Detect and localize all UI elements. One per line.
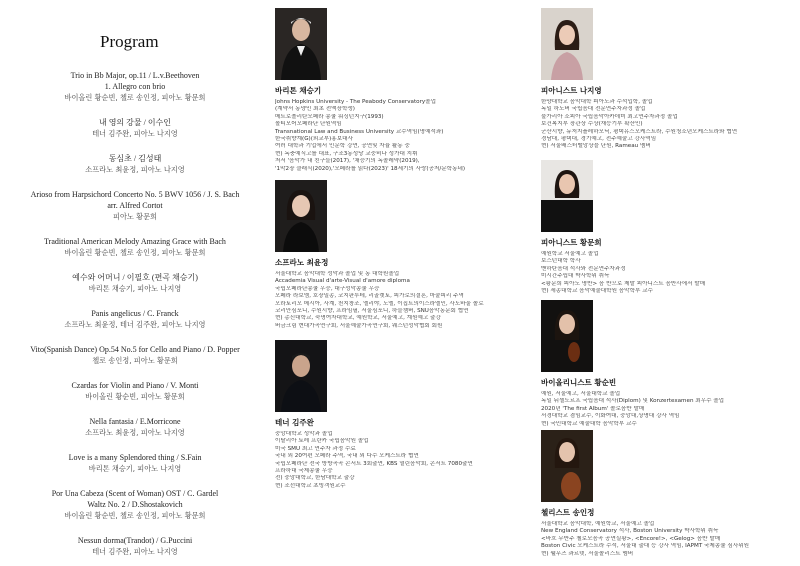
violinist-photo	[541, 300, 593, 372]
bio-name: 바리톤 채승기	[275, 86, 322, 95]
bio-line: 불가리아 소피아 국립음악아카데미 최고연주자과정 졸업	[541, 113, 678, 120]
bio-line: 현) 독충예식고를 대표, 구조3동성당 교중비나 성가대 지휘	[275, 150, 418, 157]
bio-line: 이탈리아 토레 프란카 국립음악원 졸업	[275, 438, 369, 445]
bio-name: 소프라노 최윤정	[275, 258, 329, 267]
piece-title: arr. Alfred Cortot	[107, 201, 163, 210]
program-item	[10, 416, 260, 438]
piece-title: 예수와 어머니 / 이필호 (편곡 채승기)	[72, 273, 198, 282]
piece-performers: 소프라노 최윤정, 피아노 나지영	[85, 428, 185, 437]
soprano-photo	[275, 180, 327, 252]
violinist-bio	[541, 377, 791, 428]
piece-title: 동심초 / 김성태	[108, 154, 162, 163]
bio-line: 여러 대학과 기업에서 인문학 강연, 공연및 자율 활동 중	[275, 143, 410, 150]
piece-title: Czardas for Violin and Piano / V. Monti	[71, 381, 199, 390]
program-item	[10, 272, 260, 294]
pianist2-photo	[541, 160, 593, 232]
bio-line: Boston Civic 오케스트라 수석, 서울대 출대 등 강사 역임, IAPMT 국제콩쿨 심사위원	[541, 543, 750, 550]
tenor-bio	[275, 417, 525, 490]
program-list	[10, 70, 260, 566]
bio-name: 첼리스트 송인정	[541, 508, 595, 517]
piece-performers: 소프라노 최윤정, 테너 김주완, 피아노 나지영	[64, 320, 206, 329]
piece-performers: 테너 김주완, 피아노 나지영	[92, 547, 178, 556]
bio-line: 메트로폴리탄오페라 콩쿨 워싱턴지구(1993)	[275, 113, 384, 120]
baritone-photo	[275, 8, 327, 80]
bio-line: Transnational Law and Business University 교수역임(명예석좌)	[275, 128, 444, 135]
program-item	[10, 488, 260, 521]
bio-line: Johns Hopkins University - The Peabody Conservatory졸업	[275, 99, 436, 105]
piece-title: Trio in Bb Major, op.11 / L.v.Beethoven	[70, 71, 200, 80]
pianist1-photo	[541, 8, 593, 80]
bio-line: 국내 외 20여편 오페라 주역, 국내 외 다수 오케스트라 협연	[275, 453, 419, 460]
bio-line: 프라하대 국제콩쿨 우승	[275, 468, 333, 475]
bio-line: 독일 뒤셀도르프 국립음대 석사(Diplom) 및 Konzertexamen 최우수 졸업	[541, 398, 725, 405]
bio-line: 보스턴대학 학사	[541, 258, 581, 265]
bio-line: (계약서 동양인 최초 전액장학생)	[275, 106, 355, 113]
program-item	[10, 452, 260, 474]
piece-performers: 테너 김주완, 피아노 나지영	[92, 129, 178, 138]
cellist-bio	[541, 507, 791, 558]
bio-line: 서울대학교 음악대학, 예원학교, 서울예고 졸업	[541, 521, 655, 527]
bio-line: <바흐 무반주 첼로모음곡 공연실황>, <Encore!>, <Gelog> 음반 발매	[541, 535, 721, 542]
bio-name: 피아니스트 나지영	[541, 86, 602, 95]
piece-title: Vito(Spanish Dance) Op.54 No.5 for Cello and Piano / D. Popper	[30, 345, 240, 354]
piece-title: Nessun dorma(Trandot) / G.Puccini	[77, 536, 193, 545]
piece-title: Panis angelicus / C. Franck	[91, 309, 179, 318]
bio-line: 볼티모어오페라단 단원역임	[275, 121, 342, 128]
bio-line: 한국취향계(G)(외교부)홍보대사	[275, 136, 353, 143]
program-item	[10, 535, 260, 557]
bio-line: 서울대학교 음악대학 성악과 졸업 및 동 대학원졸업	[275, 271, 400, 277]
pianist2-bio	[541, 237, 791, 295]
piece-title: 1. Allegro con brio	[104, 82, 166, 91]
bio-line: 오페라 라보엠, 호장밀종, 코지판투테, 리골렛토, 피가로의결혼, 마술피리 주역	[275, 293, 464, 300]
bio-line: <황문희 피아노 명반> 음 반으로 제발 피아니스트 음반사에서 발매	[541, 280, 706, 287]
soprano-bio	[275, 257, 525, 330]
bio-line: 버금크림 현대가곡연구회, 서울예술가곡연구회, 웨스턴성악협회 회원	[275, 322, 443, 329]
bio-line: 현) 조선대학교 초빙객원교수	[275, 482, 346, 489]
pianist1-bio	[541, 85, 791, 151]
bio-name: 피아니스트 황문희	[541, 238, 602, 247]
bio-line: 현) 서울배스터밸앙상블 단원, Rameau 멤버	[541, 143, 651, 150]
bio-line: 국립오페라단콩쿨 우승, 대구성악콩쿨 우승	[275, 285, 380, 292]
piece-performers: 피아노 황문희	[113, 212, 157, 221]
piece-performers: 바이올린 황순빈, 첼로 송인정, 피아노 황문희	[64, 93, 206, 102]
baritone-bio	[275, 85, 525, 173]
bio-line: 예원, 서울예고, 서울대학교 졸업	[541, 391, 621, 397]
bio-line: 현) 국민대학교 예술대학 음악학부 교수	[541, 420, 637, 427]
bio-line: 전) 중앙대학교, 한남대학교 출강	[275, 475, 355, 482]
piece-performers: 바이올린 황순빈, 첼로 송인정, 피아노 황문희	[64, 511, 206, 520]
bio-line: 오라토리오 메시아, 사계, 천지창조, 엘리야, 노엘, 이집트의이스라엘인, 사도바울 솔로	[275, 300, 484, 307]
bio-line: Accademia Visual d'arte-Visual d'amore diploma	[275, 278, 410, 285]
cellist-photo	[541, 430, 593, 502]
bio-line: 한양대학교 음악대학 피아노과 수석입학, 졸업	[541, 99, 653, 105]
bio-line: 맨하탄음대 석사와 전문연주자과정	[541, 265, 626, 272]
bio-line: 미시간주립대 박사학위 취득	[541, 273, 610, 280]
program-item	[10, 189, 260, 222]
bio-line: 국립오페라단 전국 방방곡곡 콘서트 3회출연, KBS 열린음악회, 콘서트 7080출연	[275, 460, 473, 467]
bio-name: 바이올리니스트 황순빈	[541, 378, 617, 387]
piece-title: Love is a many Splendored thing / S.Fain	[68, 453, 202, 462]
bio-line: 현) 총신대학교, 숙명여자대학교, 예원학교, 서울예고, 계원예고 출강	[275, 315, 441, 322]
bio-line: 저서 '음악가 내 친구들(2017), '채승기의 독졸레약(2019),	[275, 158, 420, 165]
piece-title: Nella fantasia / E.Morricone	[89, 417, 181, 426]
bio-line: 현) 웰무즈 콰르텟, 서울솔리스트 멤버	[541, 550, 634, 557]
bio-line: 중앙대학교 성악과 졸업	[275, 431, 333, 437]
piece-title: Arioso from Harpsichord Concerto No. 5 BWV 1056 / J. S. Bach	[30, 190, 240, 199]
program-item	[10, 236, 260, 258]
bio-name: 테너 김주완	[275, 418, 314, 427]
bio-line: 코리안심포니, 수원시향, 프라임필, 서울심포니, 하늘챔버, SNU음악동문회 협연	[275, 308, 469, 315]
piece-title: Por Una Cabeza (Scent of Woman) OST / C. Gardel	[51, 489, 219, 498]
bio-line: 미국 SMU 최고 연주자 과정 수료	[275, 445, 356, 452]
piece-performers: 바이올린 황순빈, 피아노 황문희	[85, 392, 185, 401]
bio-line: '1막2장 클래식(2020),'오페라를 읽다(2023)' 18세기의 사랑(공저/문학동네)	[275, 165, 466, 172]
bio-line: 현) 세종대학교 음악예술대학원 음악학부 교수	[541, 288, 653, 295]
piece-title: Waltz No. 2 / D.Shostakovich	[87, 500, 183, 509]
piece-title: Traditional American Melody Amazing Grace with Bach	[44, 237, 226, 246]
bio-line: 경남대, 평택대, 경기예고, 전주예술고 강사역임	[541, 136, 657, 143]
piece-performers: 바리톤 채승기, 피아노 나지영	[88, 284, 182, 293]
program-item	[10, 153, 260, 175]
program-item	[10, 380, 260, 402]
tenor-photo	[275, 340, 327, 412]
piece-performers: 바리톤 채승기, 피아노 나지영	[88, 464, 182, 473]
program-item	[10, 70, 260, 103]
piece-title: 내 영의 강물 / 이수인	[98, 118, 172, 127]
bio-line: 예원학교 서울예고 졸업	[541, 251, 599, 257]
program-item	[10, 117, 260, 139]
program-item	[10, 308, 260, 330]
program-title: Program	[100, 32, 159, 51]
bio-line: 독일 하노버 국립음대 전문연주자과정 졸업	[541, 106, 646, 113]
piece-performers: 소프라노 최윤정, 피아노 나지영	[85, 165, 185, 174]
bio-line: 군산시향, 뉴저지플레하모닉, 평택유스오케스트라, 수원청소년오케스트라와 협연	[541, 128, 738, 135]
piece-performers: 바이올린 황순빈, 첼로 송인정, 피아노 황문희	[64, 248, 206, 257]
bio-line: 2020년 'The first Album' 솔로음반 발매	[541, 405, 645, 412]
bio-line: 서경대학교 겸임교수, 이화여대, 중앙대,상명대 강사 역임	[541, 413, 680, 420]
piece-performers: 첼로 송인정, 피아노 황문희	[92, 356, 178, 365]
bio-line: 보건복지부 장관상 수상(재능기부 확산인)	[541, 121, 643, 128]
program-item	[10, 344, 260, 366]
bio-line: New England Conservatory 석사, Boston University 박사학위 취득	[541, 528, 719, 535]
